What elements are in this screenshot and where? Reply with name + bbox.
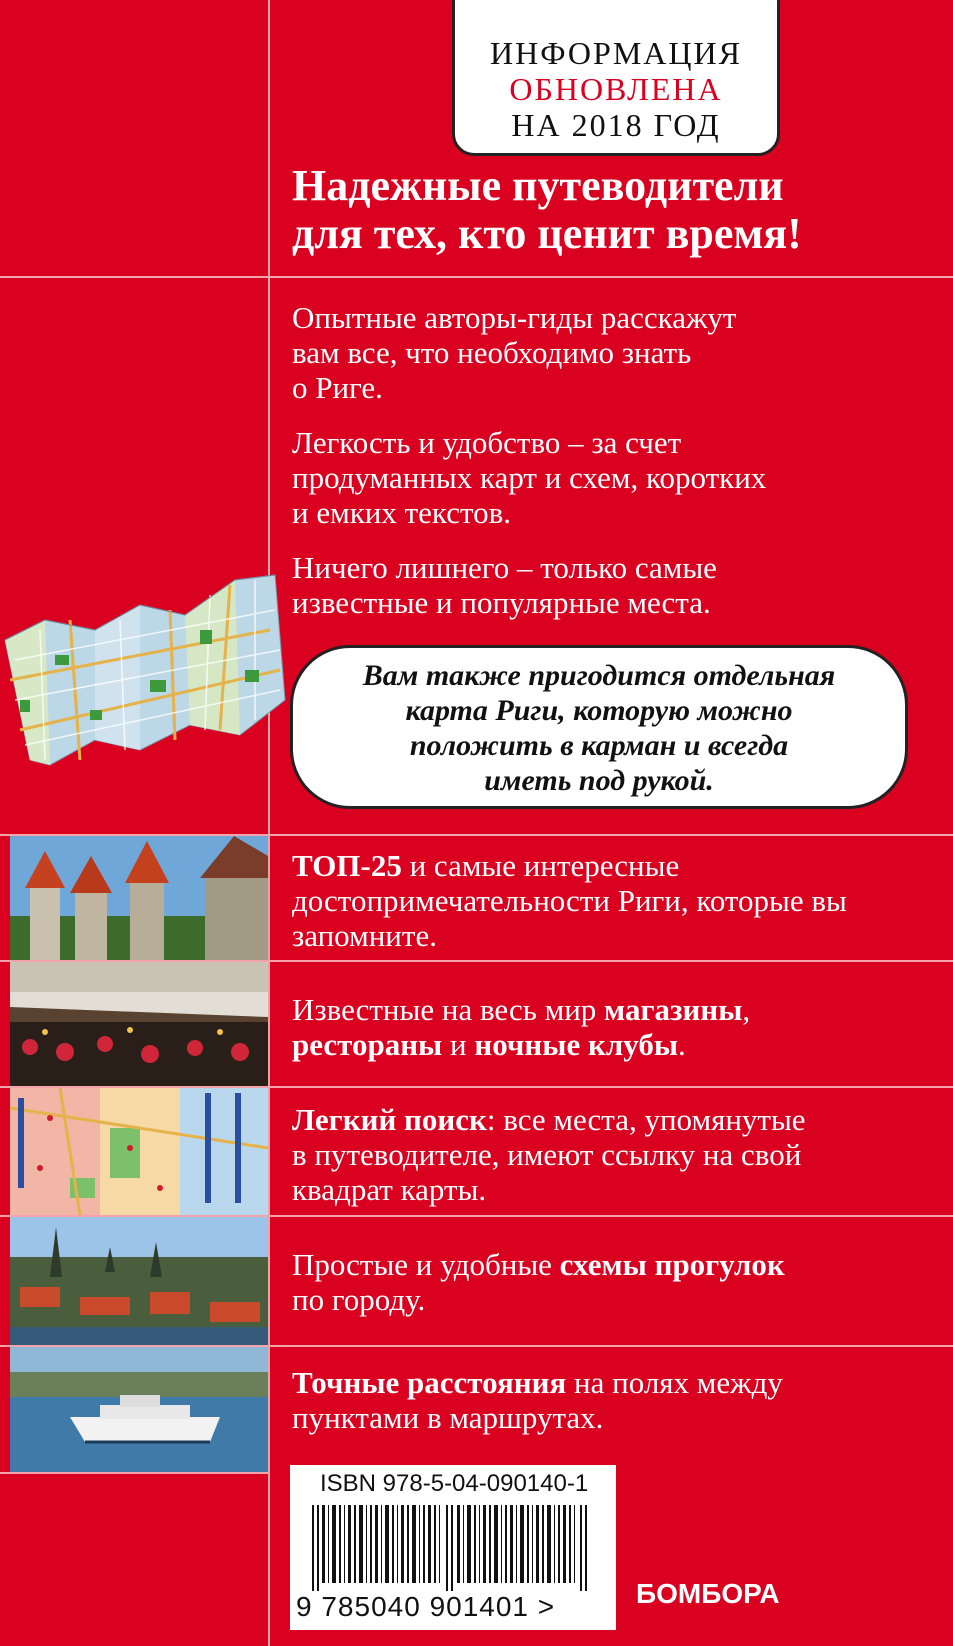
barcode-number: 9 785040 901401 > [296, 1591, 556, 1622]
text-line: и емких текстов. [292, 495, 511, 530]
publisher-logo: БОМБОРА [636, 1578, 780, 1609]
text: . [678, 1027, 686, 1062]
feature-distances [292, 1365, 932, 1435]
text-line: запомните. [292, 918, 437, 953]
headline-line-2: для тех, кто ценит время! [292, 209, 802, 258]
divider [0, 276, 953, 278]
text: на полях между [566, 1365, 783, 1400]
text-line: Ничего лишнего – только самые [292, 550, 717, 585]
intro-paragraph-3 [292, 550, 912, 620]
feature-search [292, 1102, 932, 1207]
text-line: иметь под рукой. [484, 764, 714, 797]
city-panorama-photo [10, 1217, 268, 1345]
headline-line-1: Надежные путеводители [292, 161, 784, 210]
bold-text: Точные расстояния [292, 1365, 567, 1400]
bold-text: схемы прогулок [559, 1247, 785, 1282]
map-excerpt-photo [10, 1088, 268, 1215]
update-badge [452, 0, 780, 156]
headline [292, 162, 932, 258]
text-line: продуманных карт и схем, коротких [292, 460, 767, 495]
text: и [442, 1027, 475, 1062]
text-line: Вам также пригодится отдельная [362, 659, 836, 692]
text-line: достопримечательности Риги, которые вы [292, 883, 847, 918]
text-line: в путеводителе, имеют ссылку на свой [292, 1137, 802, 1172]
text-line: положить в карман и всегда [409, 729, 789, 762]
bold-text: рестораны [292, 1027, 443, 1062]
street-cafe-photo [10, 962, 268, 1086]
badge-line-1: ИНФОРМАЦИЯ [490, 35, 742, 71]
text: , [742, 992, 751, 1027]
vertical-divider [268, 0, 270, 1646]
isbn-barcode [290, 1465, 616, 1630]
feature-walks [292, 1247, 932, 1317]
text-line: Опытные авторы-гиды расскажут [292, 300, 737, 335]
folded-map-illustration [0, 560, 300, 820]
text-line: вам все, что необходимо знать [292, 335, 692, 370]
intro-paragraph-2 [292, 425, 912, 530]
text: Простые и удобные [292, 1247, 560, 1282]
bold-text: Легкий поиск [292, 1102, 487, 1137]
text: : все места, упомянутые [486, 1102, 806, 1137]
bold-text: ТОП-25 [292, 848, 402, 883]
feature-shops [292, 992, 932, 1062]
barcode-bars [312, 1505, 594, 1591]
text-line: известные и популярные места. [292, 585, 711, 620]
badge-line-3: НА 2018 ГОД [511, 107, 721, 143]
bold-text: магазины [604, 992, 743, 1027]
badge-line-2: ОБНОВЛЕНА [509, 71, 723, 107]
text-line: Легкость и удобство – за счет [292, 425, 682, 460]
feature-top25 [292, 848, 932, 953]
towers-photo [10, 836, 268, 960]
cruise-ship-photo [10, 1347, 268, 1472]
separate-map-callout [290, 645, 908, 809]
text: Известные на весь мир [292, 992, 605, 1027]
text-line: квадрат карты. [292, 1172, 487, 1207]
divider [0, 1472, 268, 1474]
text-line: о Риге. [292, 370, 383, 405]
text: и самые интересные [401, 848, 680, 883]
bold-text: ночные клубы [474, 1027, 679, 1062]
text-line: пунктами в маршрутах. [292, 1400, 604, 1435]
intro-paragraph-1 [292, 300, 912, 405]
text-line: по городу. [292, 1282, 426, 1317]
text-line: карта Риги, которую можно [405, 694, 793, 727]
isbn-text: ISBN 978-5-04-090140-1 [320, 1470, 589, 1497]
